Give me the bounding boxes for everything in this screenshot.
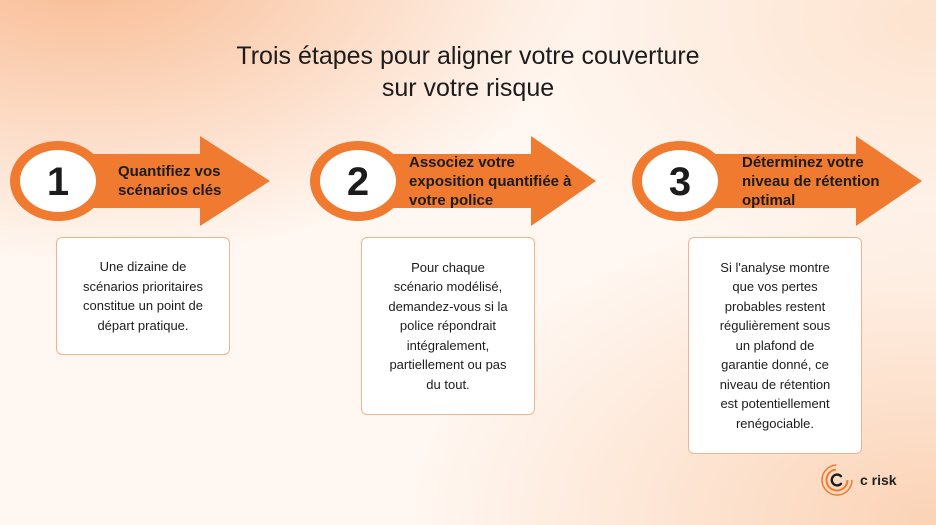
title-line-2: sur votre risque <box>381 74 555 102</box>
page-title <box>0 40 936 104</box>
step-2-label: Associez votre exposition quantifiée à votre police <box>409 153 572 209</box>
step-3-label: Déterminez votre niveau de rétention optimal <box>742 153 880 209</box>
step-1-number: 1 <box>46 159 70 204</box>
step-1-arrow <box>0 136 270 226</box>
brand-logo <box>820 462 897 498</box>
title-line-1: Trois étapes pour aligner votre couverture <box>236 42 700 70</box>
step-1-description-card: Une dizaine de scénarios prioritaires constitue un point de départ pratique. <box>56 237 230 355</box>
step-2-number: 2 <box>346 159 370 204</box>
brand-name: c risk <box>860 472 897 488</box>
step-1-label: Quantifiez vos scénarios clés <box>118 163 222 199</box>
c-risk-logo-icon <box>820 463 854 497</box>
step-2-description-card: Pour chaque scénario modélisé, demandez-vous si la police répondrait intégralement, partiellement ou pas du tout. <box>361 237 535 415</box>
step-3-number: 3 <box>668 159 692 204</box>
step-3-description-card: Si l'analyse montre que vos pertes probables restent régulièrement sous un plafond de garantie donné, ce niveau de rétention est potentiellement renégociable. <box>688 237 862 454</box>
step-3-arrow <box>628 136 898 226</box>
step-2-arrow <box>306 136 576 226</box>
